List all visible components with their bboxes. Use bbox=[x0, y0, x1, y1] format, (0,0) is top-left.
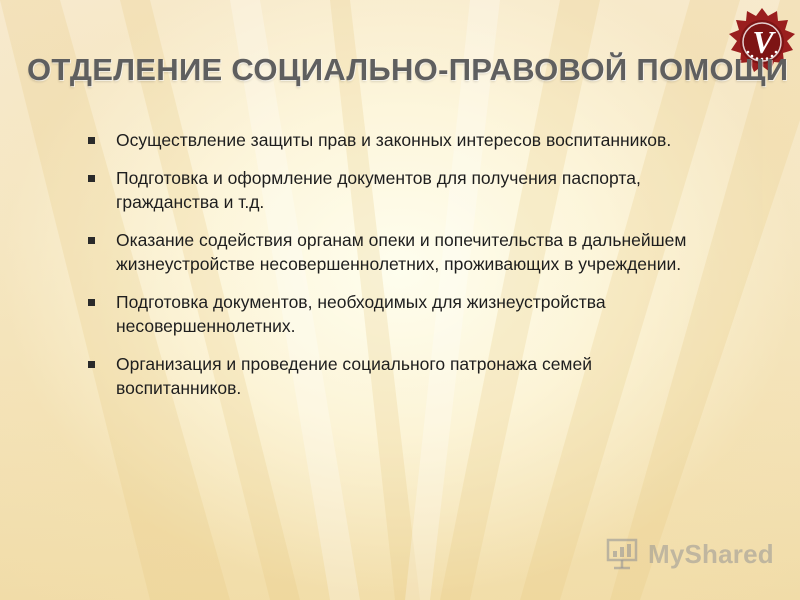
list-item bbox=[88, 128, 708, 152]
square-bullet-icon bbox=[88, 237, 95, 244]
list-item-text: Оказание содействия органам опеки и попечительства в дальнейшем жизнеустройстве несовершеннолетних, проживающих в учреждении. bbox=[116, 230, 687, 274]
bullet-list bbox=[88, 128, 708, 414]
list-item bbox=[88, 290, 708, 338]
square-bullet-icon bbox=[88, 299, 95, 306]
list-item bbox=[88, 228, 708, 276]
list-item-text: Подготовка документов, необходимых для жизнеустройства несовершеннолетних. bbox=[116, 292, 606, 336]
watermark-text: MyShared bbox=[648, 539, 774, 569]
square-bullet-icon bbox=[88, 175, 95, 182]
list-item bbox=[88, 352, 708, 400]
square-bullet-icon bbox=[88, 137, 95, 144]
list-item-text: Осуществление защиты прав и законных интересов воспитанников. bbox=[116, 130, 672, 150]
list-item-text: Организация и проведение социального патронажа семей воспитанников. bbox=[116, 354, 592, 398]
square-bullet-icon bbox=[88, 361, 95, 368]
crest-letter: V bbox=[752, 24, 774, 60]
myshared-watermark bbox=[604, 534, 774, 574]
list-item bbox=[88, 166, 708, 214]
page-title: ОТДЕЛЕНИЕ СОЦИАЛЬНО-ПРАВОВОЙ ПОМОЩИ bbox=[27, 52, 789, 87]
list-item-text: Подготовка и оформление документов для получения паспорта, гражданства и т.д. bbox=[116, 168, 641, 212]
myshared-logo-icon bbox=[604, 537, 642, 571]
